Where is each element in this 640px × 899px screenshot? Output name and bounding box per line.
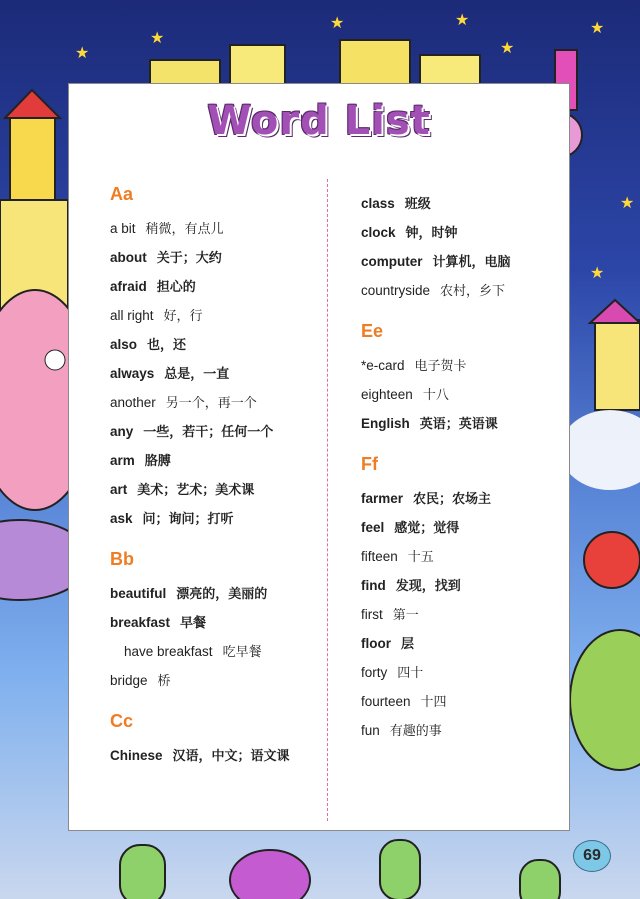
entry-meaning: 担心的: [156, 280, 196, 295]
entry-word: clock: [361, 225, 396, 240]
entry-meaning: 农民；农场主: [413, 492, 492, 507]
entry-meaning: 计算机，电脑: [432, 255, 511, 270]
word-entry: [361, 413, 498, 432]
entry-meaning: 关于；大约: [156, 251, 222, 266]
entry-word: English: [361, 416, 410, 431]
entry-meaning: 吃早餐: [222, 645, 262, 660]
star-icon: ★: [590, 263, 605, 282]
entry-meaning: 漂亮的，美丽的: [176, 587, 268, 602]
page-number: 69: [573, 840, 611, 872]
entry-meaning: 稍微，有点儿: [145, 222, 224, 237]
entry-word: fifteen: [361, 549, 398, 564]
star-icon: ★: [455, 10, 470, 29]
word-entry: [110, 392, 257, 411]
entry-meaning: 问；询问；打听: [142, 512, 234, 527]
word-entry: [110, 421, 273, 440]
entry-meaning: 总是，一直: [164, 367, 230, 382]
word-entry: [110, 670, 171, 689]
word-entry: [361, 222, 458, 241]
section-letter: Ff: [361, 454, 378, 474]
entry-word: breakfast: [110, 615, 171, 630]
word-entry: [361, 604, 419, 623]
entry-word: a bit: [110, 221, 136, 236]
entry-word: art: [110, 482, 128, 497]
section-letter: Bb: [110, 549, 134, 569]
star-icon: ★: [330, 13, 345, 32]
star-icon: ★: [150, 28, 165, 47]
entry-meaning: 十八: [422, 388, 449, 403]
entry-word: feel: [361, 520, 385, 535]
entry-word: all right: [110, 308, 154, 323]
word-entry: [361, 720, 442, 739]
word-entry: [361, 193, 431, 212]
entry-word: bridge: [110, 673, 148, 688]
entry-meaning: 发现，找到: [395, 579, 461, 594]
entry-word: have breakfast: [124, 644, 213, 659]
word-entry: [110, 745, 290, 764]
word-entry: [361, 546, 434, 565]
star-icon: ★: [500, 38, 515, 57]
word-entry: [110, 276, 196, 295]
word-entry: [361, 575, 461, 594]
column-divider: [327, 179, 328, 821]
entry-meaning: 胳膊: [144, 454, 171, 469]
word-entry: [110, 363, 229, 382]
entry-word: ask: [110, 511, 133, 526]
entry-meaning: 农村，乡下: [440, 284, 506, 299]
entry-word: forty: [361, 665, 388, 680]
entry-meaning: 另一个，再一个: [165, 396, 257, 411]
entry-word: about: [110, 250, 147, 265]
entry-word: another: [110, 395, 156, 410]
word-entry: [361, 517, 459, 536]
entry-word: arm: [110, 453, 135, 468]
entry-meaning: 好，行: [163, 309, 203, 324]
word-entry: [361, 251, 511, 270]
entry-word: also: [110, 337, 138, 352]
section-letter: Cc: [110, 711, 134, 731]
section-letter: Ee: [361, 321, 384, 341]
entry-meaning: 钟，时钟: [405, 226, 458, 241]
word-entry: [110, 218, 224, 237]
word-entry: [124, 641, 262, 660]
word-entry: [361, 662, 423, 681]
entry-word: floor: [361, 636, 391, 651]
entry-word: farmer: [361, 491, 404, 506]
word-entry: [361, 691, 447, 710]
entry-word: always: [110, 366, 155, 381]
word-entry: [361, 384, 449, 403]
section-letter: Aa: [110, 184, 134, 204]
entry-meaning: 美术；艺术；美术课: [137, 483, 255, 498]
word-list-sheet: [68, 83, 570, 831]
word-entry: [361, 280, 505, 299]
word-entry: [110, 305, 203, 324]
star-icon: ★: [75, 43, 90, 62]
word-entry: [110, 334, 186, 353]
entry-meaning: 十五: [407, 550, 434, 565]
word-entry: [110, 450, 171, 469]
entry-meaning: 班级: [404, 197, 431, 212]
entry-word: find: [361, 578, 386, 593]
entry-meaning: 十四: [420, 695, 447, 710]
entry-word: fun: [361, 723, 380, 738]
entry-word: first: [361, 607, 383, 622]
page-title: Word List: [207, 98, 431, 144]
word-entry: [110, 508, 234, 527]
entry-meaning: 一些，若干；任何一个: [143, 425, 274, 440]
word-entry: [110, 583, 267, 602]
entry-word: beautiful: [110, 586, 167, 601]
star-icon: ★: [590, 18, 605, 37]
entry-word: afraid: [110, 279, 147, 294]
word-entry: [110, 479, 254, 498]
entry-meaning: 英语；英语课: [419, 417, 498, 432]
entry-word: countryside: [361, 283, 431, 298]
entry-meaning: 汉语，中文；语文课: [172, 749, 290, 764]
word-entry: [110, 612, 206, 631]
entry-word: *e-card: [361, 358, 405, 373]
word-entry: [110, 247, 222, 266]
entry-word: computer: [361, 254, 423, 269]
entry-word: any: [110, 424, 134, 439]
entry-word: eighteen: [361, 387, 413, 402]
word-entry: [361, 488, 491, 507]
word-entry: [361, 355, 467, 374]
star-icon: ★: [620, 193, 635, 212]
entry-word: Chinese: [110, 748, 163, 763]
entry-meaning: 感觉；觉得: [394, 521, 460, 536]
entry-meaning: 桥: [157, 674, 171, 689]
entry-word: fourteen: [361, 694, 411, 709]
entry-meaning: 电子贺卡: [414, 359, 467, 374]
entry-meaning: 有趣的事: [389, 724, 442, 739]
entry-meaning: 早餐: [180, 616, 207, 631]
entry-meaning: 也，还: [147, 338, 187, 353]
entry-word: class: [361, 196, 395, 211]
word-entry: [361, 633, 414, 652]
entry-meaning: 四十: [397, 666, 424, 681]
entry-meaning: 层: [401, 637, 415, 652]
entry-meaning: 第一: [392, 608, 419, 623]
